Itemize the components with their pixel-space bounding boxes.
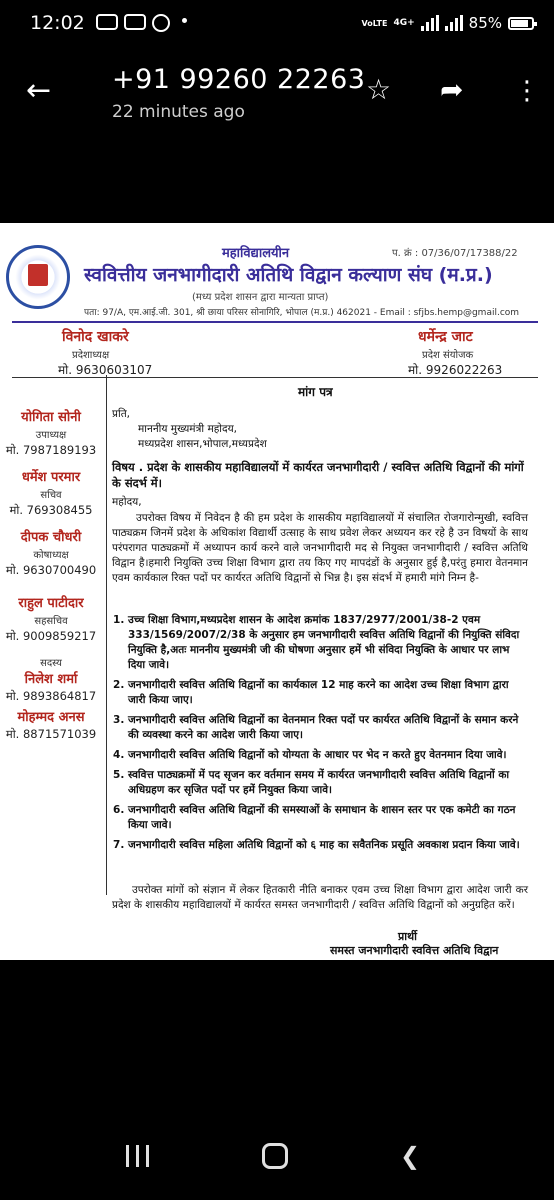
home-icon[interactable] — [262, 1143, 288, 1169]
battery-icon — [508, 17, 534, 30]
officer-item — [0, 707, 102, 742]
document-image[interactable] — [0, 223, 554, 960]
signal-2-icon — [445, 15, 463, 31]
demand-item: 4. जनभागीदारी स्ववित्त अतिथि विद्वानों को योग्यता के आधार पर भेद न करते हुए वेतनमान दिया जावे। — [128, 748, 528, 763]
share-icon[interactable]: ➦ — [440, 73, 464, 106]
officer-item — [0, 653, 102, 704]
play-notification-icon — [152, 14, 170, 32]
org-name: स्ववित्तीय जनभागीदारी अतिथि विद्वान कल्याण संघ (म.प्र.) — [84, 264, 493, 286]
officer-item — [0, 527, 102, 578]
convener-name: धर्मेन्द्र जाट — [418, 329, 473, 345]
youtube-notification-icon — [96, 14, 118, 30]
officer-mobile: मो. 9630700490 — [5, 563, 97, 577]
more-notifications-dot-icon — [182, 18, 187, 23]
demand-item: 5. स्ववित्त पाठ्यक्रमों में पद सृजन कर वर्तमान समय में कार्यरत जनभागीदारी स्ववित्त अतिथि विद्वानों का अधिग्रहण कर सृजित पदों पर हमें नियुक्त किया जावे। — [128, 768, 528, 798]
intro-paragraph: उपरोक्त विषय में निवेदन है की हम प्रदेश के शासकीय महाविद्यालयों में संचालित रोजगारोन्मुखी, स्ववित्त पाठ्यक्रम जिनमें प्रदेश के अधिकांश विद्यार्थी उत्साह के साथ प्रवेश लेकर अध्ययन कर रहे है उन विषयों के साथ परंपरागत पाठ्यक्रमों में अध्यापन कार्य करने वाले जनभागीदारी मद से नियुक्त जनभागीदारी / स्ववित्त अतिथि विद्वान है।हमारी नियुक्ति उच्च शिक्षा विभाग द्वारा तय किए गए मापदंडों के अनुसार हुई है,परंतु हमारा वेतनमान एवम कार्यकाल रिक्त पदों पर कार्यरत अतिथि विद्वानों से भिन्न है। इस संदर्भ में हमारी मांगे निम्न है- — [112, 512, 528, 584]
star-outline-icon[interactable]: ☆ — [366, 73, 392, 106]
officer-mobile: मो. 7987189193 — [5, 443, 97, 457]
arrow-back-icon[interactable]: ← — [26, 73, 52, 108]
officer-mobile: मो. 9009859217 — [5, 629, 97, 643]
salutation: महोदय, — [112, 496, 142, 508]
system-nav-bar — [0, 1120, 554, 1200]
officer-item — [0, 467, 102, 518]
officer-item — [0, 593, 102, 644]
demand-item: 6. जनभागीदारी स्ववित्त अतिथि विद्वानों की समस्याओं के समाधान के शासन स्तर पर एक कमेटी का गठन किया जावे। — [128, 803, 528, 833]
status-icons — [362, 10, 535, 36]
officer-mobile: मो. 8871571039 — [5, 727, 97, 741]
addressee-line-1: माननीय मुख्यमंत्री महोदय, — [138, 423, 238, 435]
convener-mobile: मो. 9926022263 — [408, 363, 503, 377]
officer-mobile: मो. 9893864817 — [5, 689, 97, 703]
demand-item: 7. जनभागीदारी स्ववित्त महिला अतिथि विद्वानों को ६ माह का सवैतनिक प्रसूति अवकाश प्रदान किया जावे। — [128, 838, 528, 853]
demands-list — [112, 613, 528, 858]
officer-sidebar — [0, 375, 107, 895]
officer-designation: सदस्य — [40, 658, 62, 669]
officer-name: दीपक चौधरी — [20, 530, 82, 545]
president-mobile: मो. 9630603107 — [58, 363, 153, 377]
tv-notification-icon — [124, 14, 146, 30]
officer-designation: कोषाध्यक्ष — [33, 550, 69, 561]
battery-percent: 85% — [468, 14, 502, 32]
demand-item: 3. जनभागीदारी स्ववित्त अतिथि विद्वानों का वेतनमान रिक्त पदों पर कार्यरत अतिथि विद्वानों के समान करने की व्यवस्था करने का आदेश जारी किया जाए। — [128, 713, 528, 743]
org-logo — [6, 245, 70, 309]
signoff-petitioner: प्रार्थी — [398, 930, 417, 943]
to-label: प्रति, — [112, 408, 131, 420]
officer-designation: सचिव — [40, 490, 62, 501]
addressee-line-2: मध्यप्रदेश शासन,भोपाल,मध्यप्रदेश — [138, 438, 267, 450]
officer-mobile: मो. 769308455 — [9, 503, 93, 517]
officer-item — [0, 407, 102, 458]
signal-icon — [421, 15, 439, 31]
org-recognition: (मध्य प्रदेश शासन द्वारा मान्यता प्राप्त) — [192, 292, 329, 303]
addressee-block — [112, 407, 528, 452]
status-bar — [0, 0, 554, 46]
network-type: 4G+ — [393, 18, 415, 28]
officer-name: निलेश शर्मा — [24, 672, 78, 687]
recents-icon[interactable] — [124, 1142, 152, 1170]
officer-name: मोहम्मद अनस — [17, 710, 85, 725]
convener-designation: प्रदेश संयोजक — [422, 350, 474, 361]
officer-name: योगिता सोनी — [21, 410, 81, 425]
officer-name: राहुल पाटीदार — [18, 596, 84, 611]
letterhead-top-line: महाविद्यालयीन — [222, 246, 290, 261]
header-divider — [12, 321, 538, 323]
officer-name: धर्मेश परमार — [21, 470, 81, 485]
officer-designation: सहसचिव — [34, 616, 68, 627]
message-time: 22 minutes ago — [112, 102, 245, 122]
closing-paragraph: उपरोक्त मांगों को संज्ञान में लेकर हितकारी नीति बनाकर एवम उच्च शिक्षा विभाग द्वारा आदेश जारी कर प्रदेश के शासकीय महाविद्यालयों में कार्यरत समस्त जनभागीदारी / स्ववित्त अतिथि विद्वानों को अनुग्रहित करें। — [112, 884, 528, 911]
officer-designation: उपाध्यक्ष — [35, 430, 67, 441]
reference-number: प. क्रं : 07/36/07/17388/22 — [392, 248, 518, 259]
president-name: विनोद खाकरे — [62, 329, 129, 345]
president-designation: प्रदेशाध्यक्ष — [72, 350, 110, 361]
org-address: पता: 97/A, एम.आई.जी. 301, श्री छाया परिसर सोनागिरि, भोपाल (म.प्र.) 462021 - Email : sfjbs.hemp@gmail.com — [84, 308, 520, 318]
status-time: 12:02 — [30, 12, 85, 34]
letter-title: मांग पत्र — [298, 385, 333, 399]
contact-title: +91 99260 22263 — [112, 64, 366, 95]
app-bar — [0, 46, 554, 138]
signoff-group: समस्त जनभागीदारी स्ववित्त अतिथि विद्वान — [330, 944, 499, 957]
demand-item: 1. उच्च शिक्षा विभाग,मध्यप्रदेश शासन के आदेश क्रमांक 1837/2977/2001/38-2 एवम 333/1569/2007/2/38 के अनुसार हम जनभागीदारी स्ववित्त अतिथि विद्वानों की नियुक्ति संविदा नियुक्ति है,अतः माननीय मुख्यमंत्री जी की घोषणा अनुसार हमें भी संविदा नियुक्ति के आधार पर लाभ दिया जावे। — [128, 613, 528, 673]
more-vert-icon[interactable]: ⋮ — [514, 76, 540, 106]
nav-back-icon[interactable]: ❮ — [400, 1142, 421, 1170]
volte-indicator: VoLTE — [361, 18, 388, 28]
letter-subject: विषय . प्रदेश के शासकीय महाविद्यालयों में कार्यरत जनभागीदारी / स्ववित्त अतिथि विद्वानों की मांगों के संदर्भ में। — [112, 460, 524, 490]
demand-item: 2. जनभागीदारी स्ववित्त अतिथि विद्वानों का कार्यकाल 12 माह करने का आदेश उच्च शिक्षा विभाग द्वारा जारी किया जाए। — [128, 678, 528, 708]
